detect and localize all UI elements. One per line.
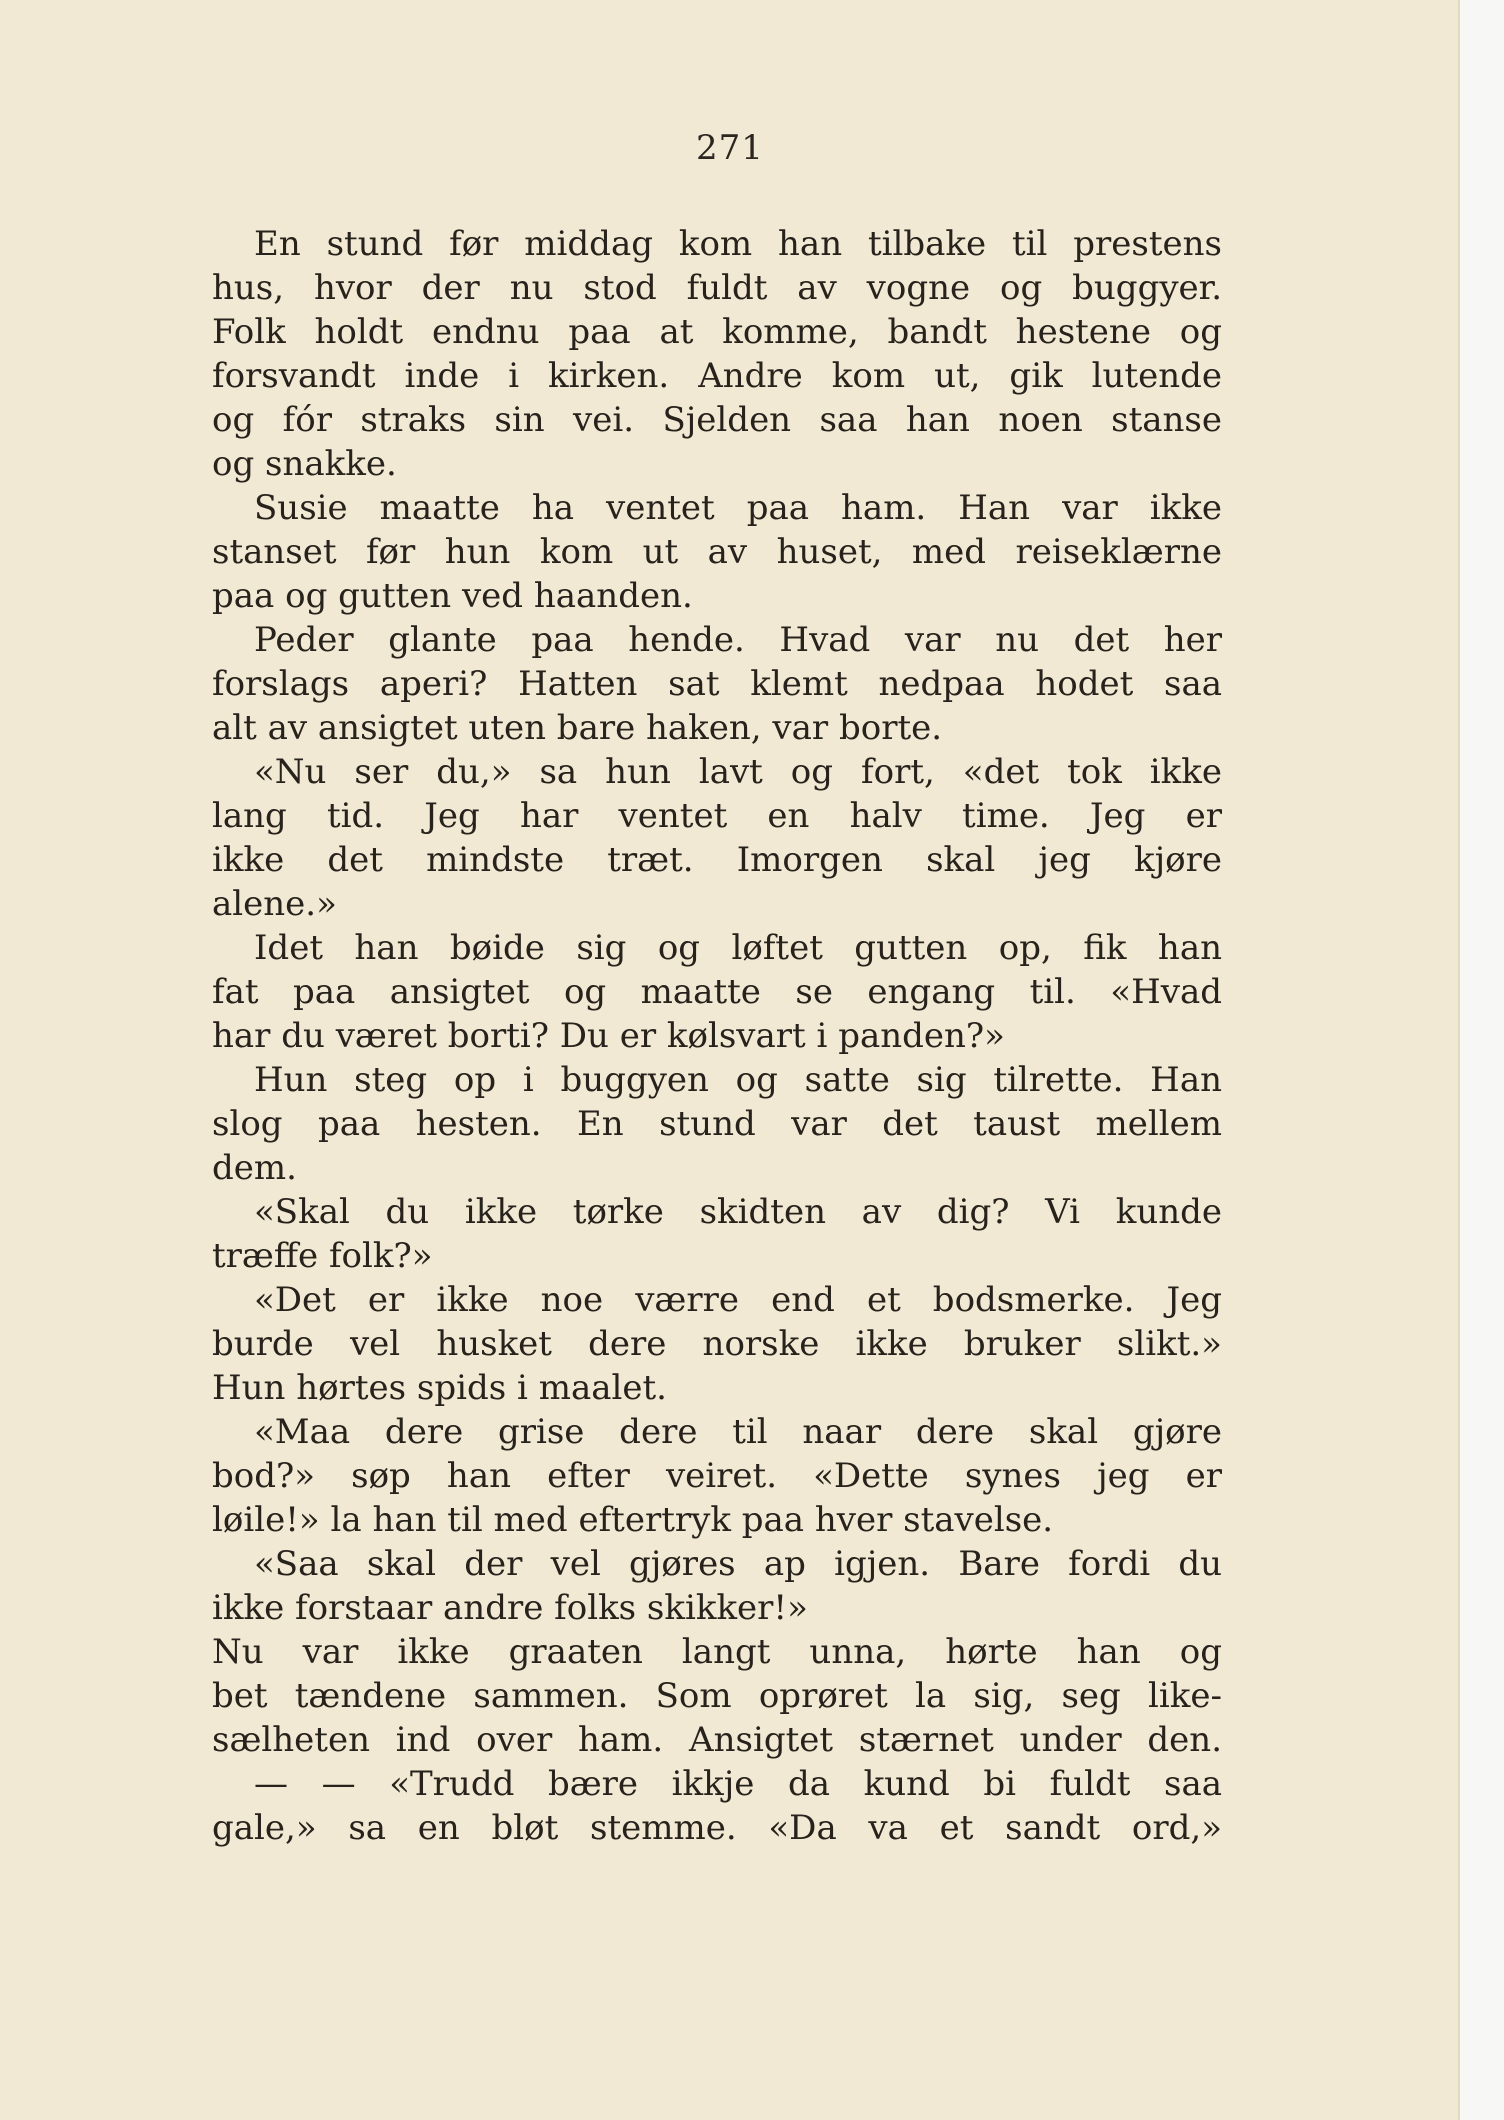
text-line: forsvandt inde i kirken. Andre kom ut, gik lutende	[212, 356, 1222, 396]
text-line: løile!» la han til med eftertryk paa hver stavelse.	[212, 1500, 1054, 1540]
text-line: burde vel husket dere norske ikke bruker slikt.»	[212, 1324, 1222, 1364]
text-line: stanset før hun kom ut av huset, med reiseklærne	[212, 532, 1222, 572]
text-line: «Skal du ikke tørke skidten av dig? Vi kunde	[254, 1192, 1222, 1232]
text-line: fat paa ansigtet og maatte se engang til. «Hvad	[212, 972, 1222, 1012]
text-line: hus, hvor der nu stod fuldt av vogne og buggyer.	[212, 268, 1222, 308]
text-line: slog paa hesten. En stund var det taust mellem	[212, 1104, 1222, 1144]
text-line: bod?» søp han efter veiret. «Dette synes jeg er	[212, 1456, 1222, 1496]
text-line: Idet han bøide sig og løftet gutten op, fik han	[254, 928, 1222, 968]
text-line: «Nu ser du,» sa hun lavt og fort, «det tok ikke	[254, 752, 1222, 792]
text-line: alt av ansigtet uten bare haken, var borte.	[212, 708, 943, 748]
text-line: dem.	[212, 1148, 297, 1188]
text-line: og fór straks sin vei. Sjelden saa han noen stanse	[212, 400, 1222, 440]
text-line: træffe folk?»	[212, 1236, 433, 1276]
text-line: Folk holdt endnu paa at komme, bandt hestene og	[212, 312, 1222, 352]
text-line: «Saa skal der vel gjøres ap igjen. Bare fordi du	[254, 1544, 1222, 1584]
text-line: Susie maatte ha ventet paa ham. Han var ikke	[254, 488, 1222, 528]
text-line: paa og gutten ved haanden.	[212, 576, 693, 616]
text-line: Peder glante paa hende. Hvad var nu det her	[254, 620, 1222, 660]
text-line: ikke det mindste træt. Imorgen skal jeg kjøre	[212, 840, 1222, 880]
text-line: Hun steg op i buggyen og satte sig tilrette. Han	[254, 1060, 1222, 1100]
text-line: Hun hørtes spids i maalet.	[212, 1368, 667, 1408]
text-line: — — «Trudd bære ikkje da kund bi fuldt saa	[254, 1764, 1222, 1804]
text-line: har du været borti? Du er kølsvart i panden?»	[212, 1016, 1005, 1056]
text-line: ikke forstaar andre folks skikker!»	[212, 1588, 808, 1628]
body-text	[212, 222, 1222, 1850]
text-line: «Maa dere grise dere til naar dere skal gjøre	[254, 1412, 1222, 1452]
text-line: lang tid. Jeg har ventet en halv time. Jeg er	[212, 796, 1222, 836]
text-line: «Det er ikke noe værre end et bodsmerke. Jeg	[254, 1280, 1222, 1320]
text-line: gale,» sa en bløt stemme. «Da va et sandt ord,»	[212, 1808, 1222, 1848]
text-line: alene.»	[212, 884, 337, 924]
text-line: Nu var ikke graaten langt unna, hørte han og	[212, 1632, 1222, 1672]
text-line: og snakke.	[212, 444, 397, 484]
page-number: 271	[696, 128, 764, 168]
text-line: forslags aperi? Hatten sat klemt nedpaa hodet saa	[212, 664, 1222, 704]
text-line: bet tændene sammen. Som oprøret la sig, seg like-	[212, 1676, 1222, 1716]
text-line: En stund før middag kom han tilbake til prestens	[254, 224, 1222, 264]
text-line: sælheten ind over ham. Ansigtet stærnet under den.	[212, 1720, 1222, 1760]
